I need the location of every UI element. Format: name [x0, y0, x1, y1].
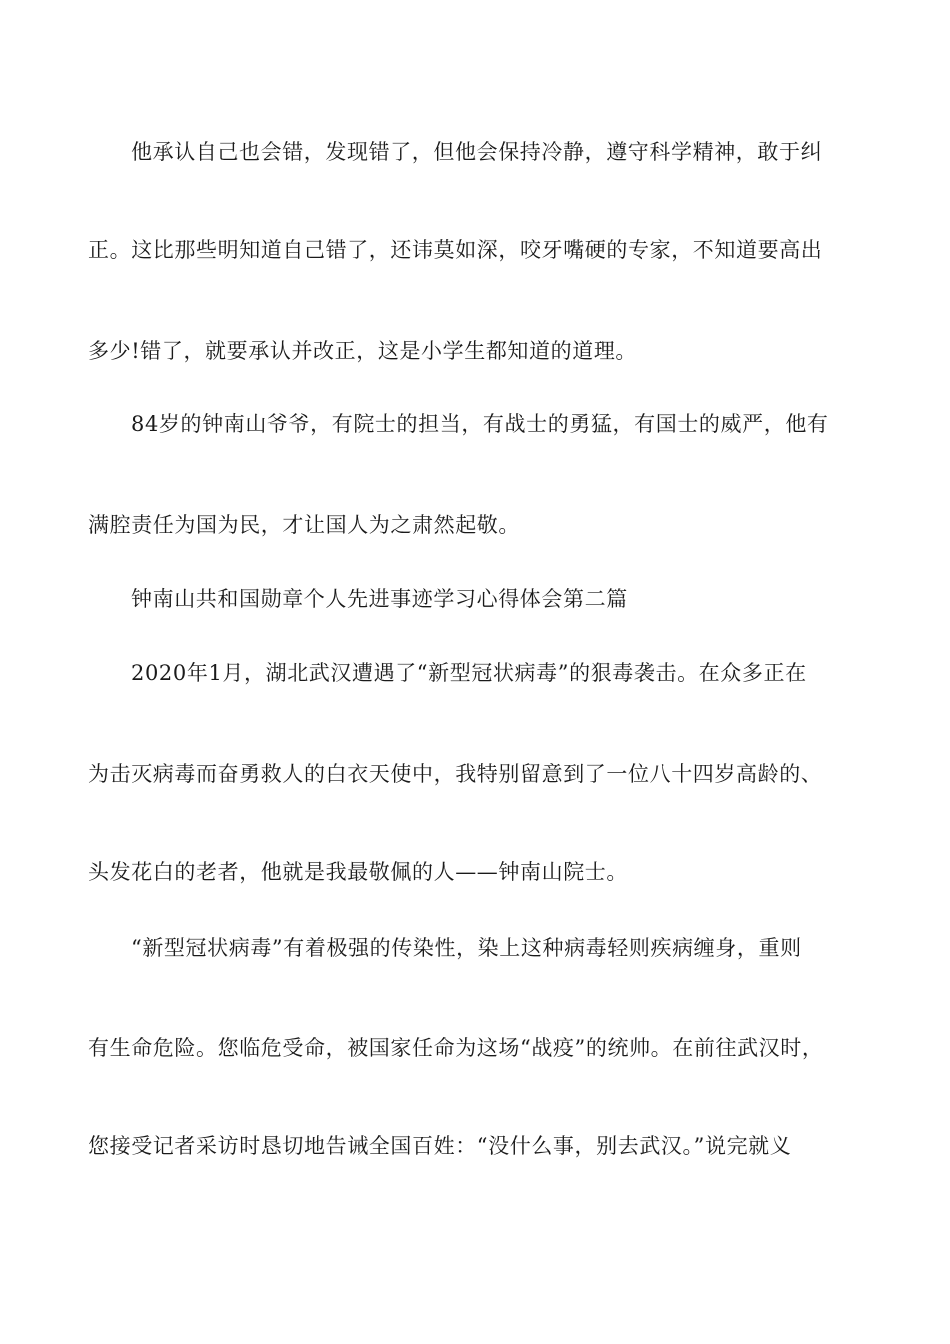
- text-line: 正。这比那些明知道自己错了，还讳莫如深，咬牙嘴硬的专家，不知道要高出: [88, 238, 823, 262]
- text-line: 他承认自己也会错，发现错了，但他会保持冷静，遵守科学精神，敢于纠: [131, 140, 823, 164]
- text-line: 头发花白的老者，他就是我最敬佩的人——钟南山院士。: [88, 860, 628, 884]
- text-line: 有生命危险。您临危受命，被国家任命为这场“战疫”的统帅。在前往武汉时，: [88, 1036, 824, 1060]
- text-line: 多少!错了，就要承认并改正，这是小学生都知道的道理。: [88, 339, 638, 363]
- text-line: 满腔责任为国为民，才让国人为之肃然起敬。: [88, 513, 520, 537]
- text-line: 为击灭病毒而奋勇救人的白衣天使中，我特别留意到了一位八十四岁高龄的、: [88, 762, 823, 786]
- text-line: 您接受记者采访时恳切地告诫全国百姓：“没什么事，别去武汉。”说完就义: [88, 1134, 792, 1158]
- section-heading: 钟南山共和国勋章个人先进事迹学习心得体会第二篇: [131, 587, 628, 611]
- text-line: 2020年1月，湖北武汉遭遇了“新型冠状病毒”的狠毒袭击。在众多正在: [131, 661, 807, 685]
- text-line: “新型冠状病毒”有着极强的传染性，染上这种病毒轻则疾病缠身，重则: [131, 936, 802, 960]
- text-line: 84岁的钟南山爷爷，有院士的担当，有战士的勇猛，有国士的威严，他有: [131, 412, 829, 436]
